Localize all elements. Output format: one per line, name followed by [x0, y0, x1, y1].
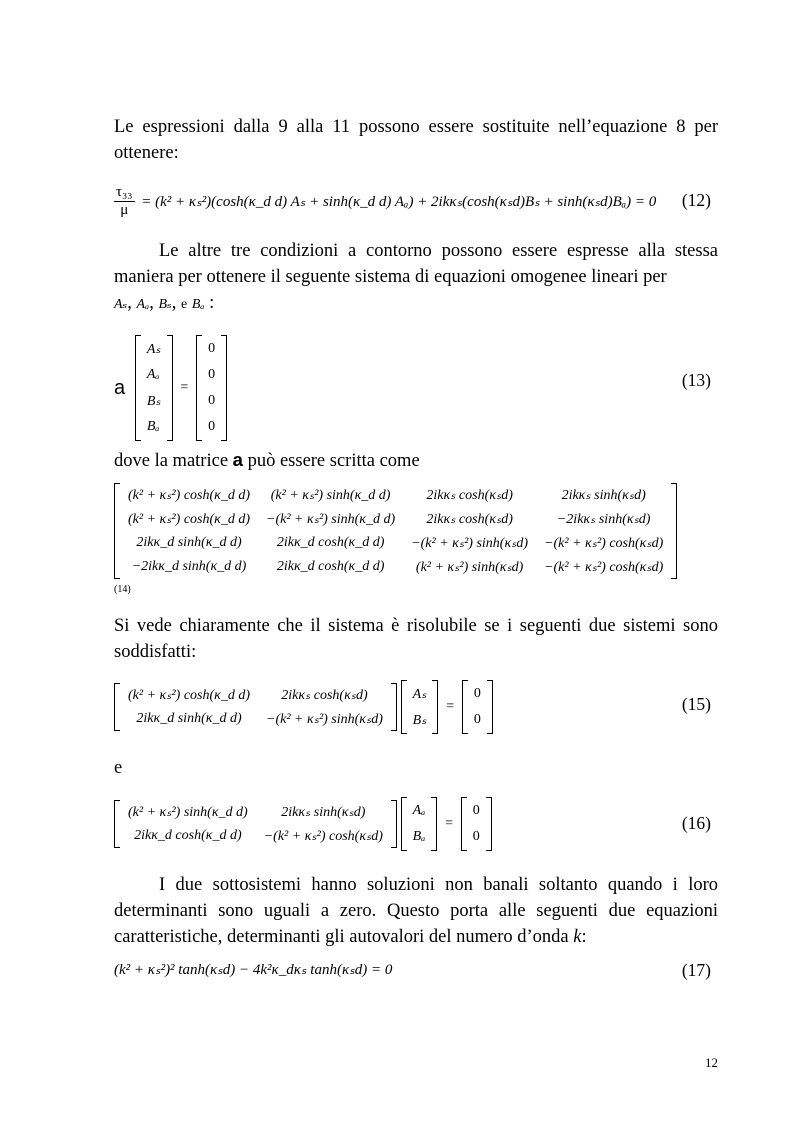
eq16-unknown-0: Aₐ	[412, 803, 426, 818]
eq16-zero-1: 0	[472, 829, 480, 844]
eq13-unknown-2: Bₛ	[146, 393, 161, 409]
eq15-table	[120, 683, 391, 731]
p3-post: può essere scritta come	[247, 451, 420, 471]
eq14-cell: −(k² + κₛ²) cosh(κₛd)	[544, 559, 664, 575]
eq13-unknown-vector	[135, 335, 173, 441]
eq15-unknown-vector	[401, 680, 439, 734]
var-As: Aₛ	[114, 297, 128, 312]
paragraph-solvable: Si vede chiaramente che il sistema è risolubile se i seguenti due sistemi sono soddisfatti:	[114, 616, 718, 662]
eq14-cell: −2ikκₛ sinh(κₛd)	[556, 511, 651, 527]
eq14-row	[120, 531, 671, 555]
eq14-cell: 2ikκ_d sinh(κ_d d)	[136, 535, 242, 550]
eq13-unknown-table	[141, 335, 167, 441]
eq13-unknown-0: Aₛ	[146, 341, 161, 357]
paragraph-matrix-intro	[114, 447, 718, 474]
eq16-row	[120, 824, 391, 848]
colon: :	[209, 293, 215, 313]
eq15-matrix	[114, 683, 397, 731]
eq14-cell: 2ikκ_d cosh(κ_d d)	[276, 559, 385, 574]
eq15-cell: −(k² + κₛ²) sinh(κₛd)	[266, 711, 383, 727]
eq15-unknown-table	[407, 680, 433, 734]
equation-number-13: (13)	[681, 370, 711, 390]
eq13-unknown-3: Bₐ	[146, 419, 160, 434]
equation-number-12: (12)	[681, 190, 711, 210]
eq16-zero-table	[467, 797, 486, 851]
paragraph-conditions-text: Le altre tre condizioni a contorno possono essere espresse alla stessa maniera per ottenere il seguente sistema di equazioni omogenee lineari per	[114, 241, 718, 287]
eq15-cell: (k² + κₛ²) cosh(κ_d d)	[128, 687, 251, 703]
eq15-equals: =	[446, 699, 455, 714]
sep-3: ,	[171, 293, 177, 313]
eq12-lhs-denominator: μ	[120, 202, 129, 218]
p6-end: :	[581, 927, 587, 947]
eq14-cell: −(k² + κₛ²) sinh(κ_d d)	[266, 511, 396, 527]
eq16-zero-0: 0	[472, 803, 480, 818]
eq14-matrix	[114, 483, 677, 579]
eq16-zero-vector	[461, 797, 492, 851]
eq12-rhs: = (k² + κₛ²)(cosh(κ_d d) Aₛ + sinh(κ_d d) Aₐ) + 2ikκₛ(cosh(κₛd)Bₛ + sinh(κₛd)Bₐ) = 0	[141, 194, 657, 210]
eq15-cell: 2ikκₛ cosh(κₛd)	[281, 687, 368, 703]
eq13-unknown-1: Aₐ	[146, 367, 160, 382]
eq15-unknown-1: Bₛ	[412, 712, 427, 728]
eq16-row	[120, 800, 391, 824]
eq16-matrix	[114, 800, 397, 848]
equation-17: (k² + κₛ²)² tanh(κₛd) − 4k²κ_dκₛ tanh(κₛd) = 0	[114, 962, 393, 978]
eq16-cell: 2ikκₛ sinh(κₛd)	[281, 804, 366, 820]
eq16-cell: 2ikκ_d cosh(κ_d d)	[134, 828, 242, 843]
eq15-unknown-0: Aₛ	[412, 686, 427, 702]
eq13-zero-vector	[196, 335, 227, 441]
eq12-lhs-fraction	[114, 184, 135, 219]
eq14-table	[120, 483, 671, 579]
eq16-unknown-vector	[401, 797, 438, 851]
page-number: 12	[705, 1055, 718, 1070]
p3-bold-a: a	[232, 449, 243, 470]
eq14-cell: 2ikκₛ cosh(κₛd)	[426, 511, 513, 527]
eq14-row	[120, 555, 671, 579]
eq15-zero-table	[468, 680, 487, 734]
eq14-cell: 2ikκₛ sinh(κₛd)	[561, 487, 646, 503]
eq14-row	[120, 507, 671, 531]
equation-number-14: (14)	[114, 584, 131, 595]
paragraph-determinants	[114, 872, 718, 950]
equation-number-17: (17)	[681, 960, 711, 980]
sep-2: ,	[149, 293, 154, 313]
paragraph-and: e	[114, 758, 123, 778]
p6-var-k: k	[573, 927, 582, 947]
word-e: e	[180, 297, 188, 312]
eq13-equals: =	[180, 380, 189, 395]
eq16-unknown-1: Bₐ	[412, 829, 426, 844]
paragraph-intro: Le espressioni dalla 9 alla 11 possono essere sostituite nell’equazione 8 per ottenere:	[114, 117, 718, 163]
eq16-unknown-table	[407, 797, 432, 851]
equation-16	[114, 797, 492, 851]
eq14-cell: (k² + κₛ²) sinh(κₛd)	[415, 559, 524, 575]
eq13-zero-0: 0	[208, 341, 216, 356]
eq16-table	[120, 800, 391, 848]
eq13-zero-table	[202, 335, 221, 441]
eq14-row	[120, 483, 671, 507]
eq16-cell: −(k² + κₛ²) cosh(κₛd)	[263, 828, 383, 844]
eq14-cell: (k² + κₛ²) cosh(κ_d d)	[128, 511, 251, 527]
eq15-zero-0: 0	[473, 686, 481, 701]
equation-number-15: (15)	[681, 694, 711, 714]
eq14-cell: 2ikκ_d cosh(κ_d d)	[276, 535, 385, 550]
equation-13	[114, 335, 227, 441]
equation-15	[114, 680, 493, 734]
eq15-zero-1: 0	[473, 712, 481, 727]
eq15-cell: 2ikκ_d sinh(κ_d d)	[136, 711, 242, 726]
eq13-matrix-label: a	[114, 376, 126, 399]
eq14-cell: −(k² + κₛ²) cosh(κₛd)	[544, 535, 664, 551]
sep-1: ,	[127, 293, 132, 313]
eq14-cell: (k² + κₛ²) sinh(κ_d d)	[270, 487, 391, 503]
eq12-lhs-numerator: τ₃₃	[116, 184, 133, 200]
eq16-cell: (k² + κₛ²) sinh(κ_d d)	[128, 804, 248, 820]
var-Ba: Bₐ	[191, 297, 205, 312]
eq15-zero-vector	[462, 680, 493, 734]
eq13-zero-2: 0	[208, 393, 216, 408]
eq15-row	[120, 683, 391, 707]
eq14-cell: (k² + κₛ²) cosh(κ_d d)	[128, 487, 251, 503]
eq15-row	[120, 707, 391, 731]
p3-pre: dove la matrice	[114, 451, 229, 471]
var-Bs: Bₛ	[158, 297, 172, 312]
eq14-cell: −(k² + κₛ²) sinh(κₛd)	[411, 535, 529, 551]
eq16-equals: =	[445, 816, 453, 831]
equation-12	[114, 184, 656, 219]
eq13-zero-1: 0	[208, 367, 216, 382]
paragraph-conditions	[114, 238, 718, 318]
var-Aa: Aₐ	[136, 297, 150, 312]
equation-number-16: (16)	[681, 813, 711, 833]
equation-14	[114, 483, 677, 579]
eq14-cell: −2ikκ_d sinh(κ_d d)	[131, 559, 247, 574]
eq13-zero-3: 0	[208, 419, 216, 434]
p6-text: I due sottosistemi hanno soluzioni non banali soltanto quando i loro determinanti sono uguali a zero. Questo porta alle seguenti due equazioni caratteristiche, determinanti gli autovalori del numero d’onda	[114, 875, 718, 947]
eq14-cell: 2ikκₛ cosh(κₛd)	[426, 487, 513, 503]
